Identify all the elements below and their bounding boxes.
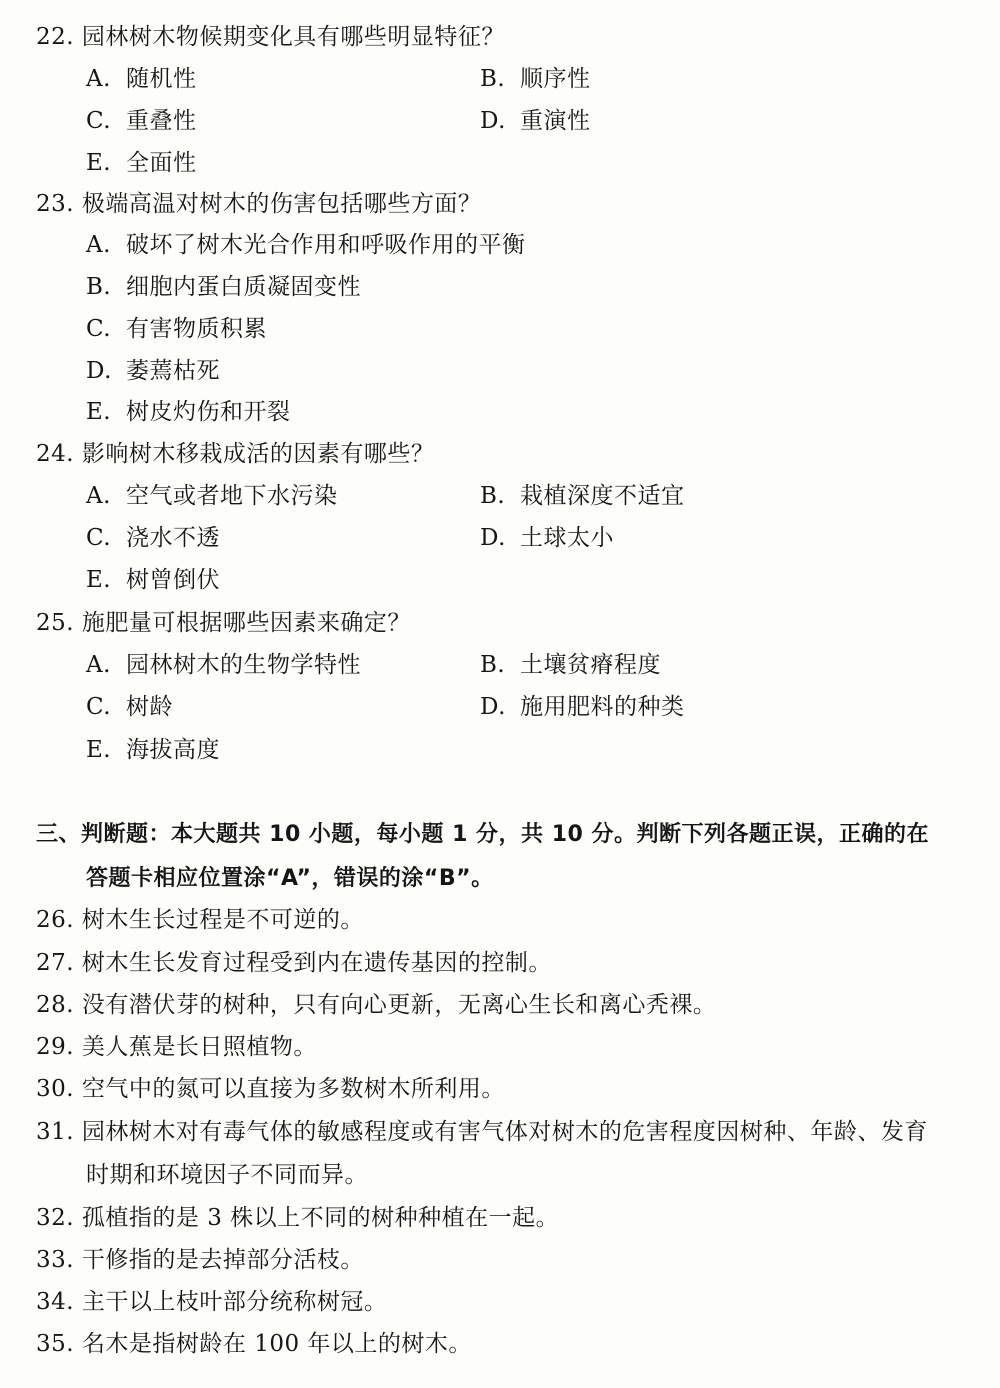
tf-item-27: 27. 树木生长发育过程受到内在遗传基因的控制。 xyxy=(36,950,552,976)
option-d: D. 重演性 xyxy=(480,108,591,134)
option-b: B. 细胞内蛋白质凝固变性 xyxy=(86,274,361,300)
question-stem xyxy=(36,189,481,219)
option-a: A. 破坏了树木光合作用和呼吸作用的平衡 xyxy=(86,232,526,258)
option-e: E. 海拔高度 xyxy=(86,737,220,763)
tf-item-26: 26. 树木生长过程是不可逆的。 xyxy=(36,907,364,933)
question-number: 24. xyxy=(36,441,75,467)
option-b: B. 栽植深度不适宜 xyxy=(480,483,685,509)
tf-item-34: 34. 主干以上枝叶部分统称树冠。 xyxy=(36,1289,388,1315)
option-e: E. 树皮灼伤和开裂 xyxy=(86,399,291,425)
option-d: D. 施用肥料的种类 xyxy=(480,694,685,720)
tf-item-31-continued: 时期和环境因子不同而异。 xyxy=(86,1162,368,1188)
question-text: 极端高温对树木的伤害包括哪些方面？ xyxy=(81,191,482,217)
option-b: B. 顺序性 xyxy=(480,66,591,92)
tf-item-33: 33. 干修指的是去掉部分活枝。 xyxy=(36,1247,364,1273)
question-text: 园林树木物候期变化具有哪些明显特征？ xyxy=(81,24,505,50)
tf-item-29: 29. 美人蕉是长日照植物。 xyxy=(36,1034,317,1060)
option-c: C. 浇水不透 xyxy=(86,525,220,551)
section-heading-line-2: 答题卡相应位置涂“A”，错误的涂“B”。 xyxy=(86,866,494,891)
tf-item-30: 30. 空气中的氮可以直接为多数树木所利用。 xyxy=(36,1076,505,1102)
option-d: D. 萎蔫枯死 xyxy=(86,358,220,384)
option-a: A. 空气或者地下水污染 xyxy=(86,483,338,509)
option-c: C. 有害物质积累 xyxy=(86,316,267,342)
section-heading-line-1: 三、判断题：本大题共 10 小题，每小题 1 分，共 10 分。判断下列各题正误，正确的在 xyxy=(36,822,929,847)
option-a: A. 随机性 xyxy=(86,66,197,92)
question-stem xyxy=(36,608,411,638)
option-e: E. 全面性 xyxy=(86,150,197,176)
option-b: B. 土壤贫瘠程度 xyxy=(480,652,661,678)
question-text: 施肥量可根据哪些因素来确定？ xyxy=(81,610,411,636)
question-stem xyxy=(36,439,434,469)
question-number: 22. xyxy=(36,24,75,50)
tf-item-31: 31. 园林树木对有毒气体的敏感程度或有害气体对树木的危害程度因树种、年龄、发育 xyxy=(36,1119,928,1145)
question-text: 影响树木移栽成活的因素有哪些？ xyxy=(81,441,435,467)
tf-item-28: 28. 没有潜伏芽的树种，只有向心更新，无离心生长和离心秃裸。 xyxy=(36,992,717,1018)
tf-item-35: 35. 名木是指树龄在 100 年以上的树木。 xyxy=(36,1331,472,1357)
option-c: C. 重叠性 xyxy=(86,108,197,134)
tf-item-32: 32. 孤植指的是 3 株以上不同的树种种植在一起。 xyxy=(36,1205,560,1231)
option-a: A. 园林树木的生物学特性 xyxy=(86,652,361,678)
question-stem xyxy=(36,22,505,52)
question-number: 23. xyxy=(36,191,75,217)
question-number: 25. xyxy=(36,610,75,636)
option-d: D. 土球太小 xyxy=(480,525,614,551)
option-e: E. 树曾倒伏 xyxy=(86,567,220,593)
option-c: C. 树龄 xyxy=(86,694,173,720)
